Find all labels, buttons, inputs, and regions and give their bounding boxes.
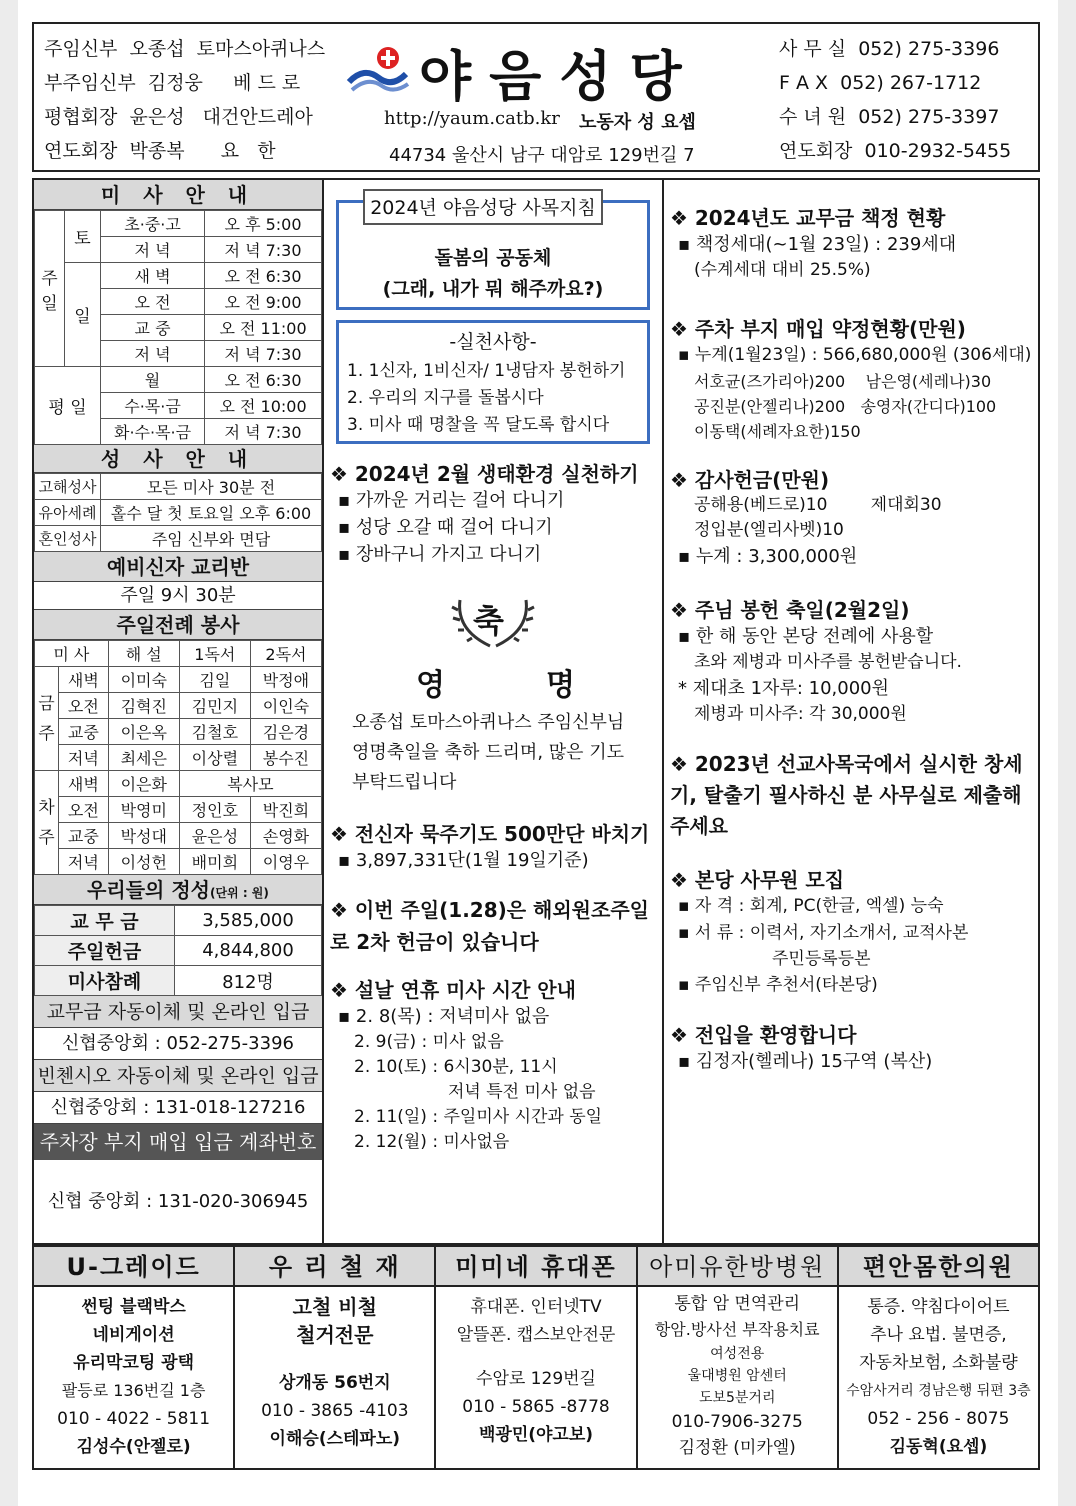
pledge-status-section (664, 202, 1040, 283)
service-cell: 손영화 (250, 823, 321, 849)
service-cell: 저녁 (59, 849, 109, 875)
service-head: 2독서 (250, 641, 321, 667)
service-head: 미 사 (35, 641, 109, 667)
service-head: 해 설 (108, 641, 179, 667)
practice-item: 1. 1신자, 1비신자/ 1냉담자 봉헌하기 (347, 361, 626, 381)
rosary-section (324, 818, 662, 874)
left-column (34, 180, 322, 1244)
service-cell: 박진희 (250, 797, 321, 823)
thanks-offering-title: ❖ 감사헌금(만원) (670, 468, 830, 492)
ad-line: 김성수(안젤로) (76, 1437, 191, 1457)
week-label: 금 주 (35, 667, 59, 771)
ad-line (436, 1349, 635, 1365)
parish-logo-icon (344, 44, 414, 94)
mass-name: 수·목·금 (101, 393, 205, 419)
service-cell: 박성대 (108, 823, 179, 849)
service-cell: 저녁 (59, 745, 109, 771)
eco-item: ▪ 장바구니 가지고 다니기 (338, 544, 542, 565)
policy-box (336, 197, 650, 310)
mass-time: 오 전 9:00 (205, 289, 322, 315)
service-cell: 오전 (59, 797, 109, 823)
ad-line: 추나 요법. 불면증, (870, 1325, 1007, 1345)
seollal-item: 2. 11(일) : 주일미사 시간과 동일 (354, 1107, 603, 1127)
mass-name: 저 녁 (101, 237, 205, 263)
service-cell: 김철호 (179, 719, 250, 745)
welcome-title: ❖ 전입을 환영합니다 (670, 1023, 857, 1047)
day-label: 일 (65, 263, 101, 367)
address: 44734 울산시 남구 대암로 129번길 7 (389, 145, 695, 166)
header (32, 22, 1040, 172)
service-cell: 정인호 (179, 797, 250, 823)
sacrament-name: 혼인성사 (35, 526, 101, 552)
seollal-item: 2. 9(금) : 미사 없음 (354, 1032, 504, 1052)
ad-line: 이해승(스테파노) (269, 1429, 401, 1449)
catechumen-time: 주일 9시 30분 (34, 582, 322, 610)
ad-line: 백광민(야고보) (478, 1425, 594, 1445)
mass-name: 저 녁 (101, 341, 205, 367)
mass-time: 오 전 6:30 (205, 263, 322, 289)
pledge-status-item: ▪ 책정세대(~1월 23일) : 239세대 (678, 234, 957, 255)
ad-line: 항암.방사선 부작용치료 (654, 1320, 820, 1339)
ad-line: 052 - 256 - 8075 (867, 1409, 1010, 1429)
seollal-item: 2. 10(토) : 6시30분, 11시 (354, 1057, 558, 1077)
service-cell: 이은화 (108, 771, 179, 797)
parking-pledge-total: ▪ 누계(1월23일) : 566,680,000원 (306세대) (678, 345, 1032, 365)
service-cell: 이영우 (250, 849, 321, 875)
contact-line: 수 녀 원 052) 275-3397 (779, 106, 1000, 128)
service-cell: 이은옥 (108, 719, 179, 745)
service-cell: 교중 (59, 719, 109, 745)
week-label: 차 주 (35, 771, 59, 875)
ad-line: 수암로 129번길 (476, 1369, 596, 1389)
pledge-status-item: (수계세대 대비 25.5%) (694, 260, 871, 280)
overseas-title: ❖ 이번 주일(1.28)은 해외원조주일로 2차 헌금이 있습니다 (330, 898, 649, 954)
practice-title: -실천사항- (449, 331, 537, 353)
welcome-section (664, 1019, 1040, 1075)
offering-label: 교 무 금 (35, 906, 175, 936)
thanks-offering-donor: 정입분(엘리사벳)10 (694, 520, 844, 540)
offering-title: 우리들의 정성(단위 : 원) (34, 875, 322, 905)
contact-line: F A X 052) 267-1712 (779, 72, 982, 94)
feast-section (324, 568, 662, 818)
offering-label: 미사참례 (35, 966, 175, 996)
practice-item: 3. 미사 때 명찰을 꼭 달도록 합시다 (347, 415, 610, 435)
ad-amiu-hospital (638, 1247, 839, 1468)
vincent-transfer-title: 빈첸시오 자동이체 및 온라인 입금 (34, 1060, 322, 1092)
parking-pledge-section (664, 313, 1040, 444)
policy-title: 2024년 야음성당 사목지침 (363, 189, 603, 225)
service-cell: 새벽 (59, 667, 109, 693)
service-cell: 김혁진 (108, 693, 179, 719)
sacrament-info: 모든 미사 30분 전 (101, 474, 322, 500)
staff-list (44, 32, 325, 168)
mass-time: 오 후 5:00 (205, 211, 322, 237)
feast-title-b: 명 (546, 668, 575, 703)
offering-table (34, 905, 322, 996)
service-cell: 윤은성 (179, 823, 250, 849)
presentation-feast-item: 초와 제병과 미사주를 봉헌받습니다. (694, 652, 962, 672)
ad-line: 네비게이션 (92, 1325, 175, 1345)
staff-line: 부주임신부 김정웅 베 드 로 (44, 72, 301, 94)
ad-line: 010-7906-3275 (671, 1412, 803, 1432)
service-cell: 이성헌 (108, 849, 179, 875)
mass-time: 오 전 10:00 (205, 393, 322, 419)
ad-line: 팔등로 136번길 1층 (61, 1381, 206, 1400)
day-label: 토 (65, 211, 101, 263)
ad-pyeonan-clinic (839, 1247, 1038, 1468)
parish-title: 야음성당 (419, 45, 700, 108)
mass-name: 교 중 (101, 315, 205, 341)
contact-list (779, 32, 1011, 168)
service-cell: 오전 (59, 693, 109, 719)
thanks-offering-donor: 공해용(베드로)10 제대회30 (694, 495, 942, 515)
parking-account: 신협 중앙회 : 131-020-306945 (47, 1191, 309, 1212)
service-title: 주일전례 봉사 (34, 610, 322, 640)
mass-name: 월 (101, 367, 205, 393)
mass-table (34, 210, 322, 445)
service-cell: 복사모 (179, 771, 321, 797)
ad-line: 010 - 5865 -8778 (462, 1397, 610, 1417)
ad-line: 철거전문 (296, 1323, 374, 1347)
ad-name: 우 리 철 재 (235, 1247, 434, 1287)
staff-line: 주임신부 오종섭 토마스아퀴나스 (44, 38, 326, 60)
ad-mimine-phone (436, 1247, 637, 1468)
ad-line: 휴대폰. 인터넷TV (470, 1297, 602, 1317)
seollal-section (324, 974, 662, 1155)
offering-label: 주일헌금 (35, 936, 175, 966)
seollal-title: ❖ 설날 연휴 미사 시간 안내 (330, 978, 576, 1002)
eco-item: ▪ 성당 오갈 때 걸어 다니기 (338, 517, 553, 538)
sacrament-name: 유아세례 (35, 500, 101, 526)
ad-line: 통증. 약침다이어트 (867, 1297, 1010, 1317)
sacrament-info: 주임 신부와 면담 (101, 526, 322, 552)
ad-line: 010 - 3865 -4103 (261, 1401, 409, 1421)
service-cell: 김은경 (250, 719, 321, 745)
website-url[interactable]: http://yaum.catb.kr (384, 108, 560, 129)
bible-copy-section (664, 749, 1040, 842)
offering-value: 3,585,000 (175, 906, 322, 936)
presentation-feast-item: 제병과 미사주: 각 30,000원 (694, 704, 907, 724)
ad-line: 수암사거리 경남은행 뒤편 3층 (846, 1383, 1031, 1399)
sacrament-info: 홀수 달 첫 토요일 오후 6:00 (101, 500, 322, 526)
contact-line: 사 무 실 052) 275-3396 (779, 38, 1000, 60)
service-cell: 배미희 (179, 849, 250, 875)
ad-line: 상개동 56번지 (278, 1373, 391, 1393)
ad-line: 썬팅 블랙박스 (81, 1297, 186, 1317)
day-label: 주일 (35, 211, 65, 367)
presentation-feast-section (664, 594, 1040, 727)
parking-pledge-donor: 이동택(세례자요한)150 (694, 422, 861, 441)
seollal-item: 저녁 특전 미사 없음 (448, 1082, 596, 1102)
ad-name: U-그레이드 (34, 1247, 233, 1287)
rosary-count: ▪ 3,897,331단(1월 19일기준) (338, 850, 589, 871)
parking-pledge-donor: 공진분(안젤리나)200 송영자(간디다)100 (694, 397, 997, 416)
mass-name: 초·중·고 (101, 211, 205, 237)
eco-item: ▪ 가까운 거리는 걸어 다니기 (338, 490, 565, 511)
thanks-offering-total: ▪ 누계 : 3,300,000원 (678, 546, 858, 567)
mass-time: 저 녁 7:30 (205, 237, 322, 263)
staff-recruit-item: 주민등록등본 (772, 949, 871, 969)
ad-line: 고철 비철 (292, 1295, 377, 1319)
parking-account-title: 주차장 부지 매입 입금 계좌번호 (34, 1124, 322, 1160)
ad-line: 통합 암 면역관리 (674, 1294, 801, 1314)
ad-name: 아미유한방병원 (638, 1247, 837, 1287)
middle-column (324, 180, 662, 1155)
service-cell: 이인숙 (250, 693, 321, 719)
seollal-item: 2. 12(월) : 미사없음 (354, 1132, 510, 1152)
mass-time: 저 녁 7:30 (205, 341, 322, 367)
offering-value: 812명 (175, 966, 322, 996)
ad-line: 유리막코팅 광택 (73, 1353, 195, 1373)
eco-title: ❖ 2024년 2월 생태환경 실천하기 (330, 462, 639, 486)
ad-name: 미미네 휴대폰 (436, 1247, 635, 1287)
ad-ugrade (34, 1247, 235, 1468)
day-label: 평 일 (35, 367, 101, 445)
ad-name: 편안몸한의원 (839, 1247, 1038, 1287)
presentation-feast-item: * 제대초 1자루: 10,000원 (678, 678, 889, 699)
practice-item: 2. 우리의 지구를 돌봅시다 (347, 388, 544, 408)
staff-recruit-item: ▪ 서 류 : 이력서, 자기소개서, 교적사본 (678, 923, 969, 943)
seollal-item: ▪ 2. 8(목) : 저녁미사 없음 (338, 1006, 550, 1027)
ad-line: 도보5분거리 (698, 1390, 776, 1406)
service-cell: 김일 (179, 667, 250, 693)
patron-saint: 노동자 성 요셉 (579, 112, 696, 133)
service-cell: 새벽 (59, 771, 109, 797)
auto-transfer-title: 교무금 자동이체 및 온라인 입금 (34, 996, 322, 1028)
policy-line: (그래, 내가 뭐 해주까요?) (382, 278, 604, 300)
staff-recruit-section (664, 864, 1040, 999)
staff-recruit-item: ▪ 주임신부 추천서(타본당) (678, 975, 878, 995)
ad-line: 알뜰폰. 캡스보안전문 (456, 1325, 616, 1345)
sponsor-ads (32, 1245, 1040, 1470)
sacrament-name: 고해성사 (35, 474, 101, 500)
ad-line: 김정환 (미카엘) (678, 1438, 796, 1458)
ad-line: 010 - 4022 - 5811 (57, 1409, 211, 1429)
main-content (32, 178, 1040, 1245)
service-cell: 이미숙 (108, 667, 179, 693)
staff-line: 평협회장 윤은성 대건안드레아 (44, 106, 313, 128)
mass-time: 오 전 6:30 (205, 367, 322, 393)
service-cell: 박영미 (108, 797, 179, 823)
vincent-transfer-account: 신협중앙회 : 131-018-127216 (34, 1092, 322, 1124)
welcome-item: ▪ 김정자(헬레나) 15구역 (복산) (678, 1051, 933, 1072)
mass-title: 미 사 안 내 (34, 180, 322, 210)
pledge-status-title: ❖ 2024년도 교무금 책정 현황 (670, 206, 946, 230)
mass-name: 새 벽 (101, 263, 205, 289)
policy-line: 돌봄의 공동체 (434, 247, 552, 269)
ad-line: 울대병원 암센터 (687, 1368, 787, 1384)
service-cell: 교중 (59, 823, 109, 849)
staff-recruit-title: ❖ 본당 사무원 모집 (670, 868, 845, 892)
eco-section (324, 458, 662, 568)
mass-name: 화·수·목·금 (101, 419, 205, 445)
celebrate-mark: 축 (473, 602, 504, 640)
service-table (34, 640, 322, 875)
ad-woori-steel (235, 1247, 436, 1468)
service-cell: 봉수진 (250, 745, 321, 771)
parking-pledge-title: ❖ 주차 부지 매입 약정현황(만원) (670, 317, 966, 341)
rosary-title: ❖ 전신자 묵주기도 500만단 바치기 (330, 822, 650, 846)
presentation-feast-title: ❖ 주님 봉헌 축일(2월2일) (670, 598, 910, 622)
feast-title-a: 영 (416, 668, 445, 703)
right-column (664, 180, 1040, 1075)
parking-pledge-donor: 서호균(즈가리아)200 남은영(세레나)30 (694, 372, 992, 391)
feast-message: 오종섭 토마스아퀴나스 주임신부님 영명축일을 축하 드리며, 많은 기도 부탁드립니다 (352, 712, 625, 793)
staff-line: 연도회장 박종복 요 한 (44, 140, 276, 162)
ad-line (235, 1349, 434, 1369)
service-head: 1독서 (179, 641, 250, 667)
thanks-offering-section (664, 464, 1040, 570)
service-cell: 김민지 (179, 693, 250, 719)
service-cell: 박정애 (250, 667, 321, 693)
staff-recruit-item: ▪ 자 격 : 회계, PC(한글, 엑셀) 능숙 (678, 896, 944, 916)
sacrament-title: 성 사 안 내 (34, 445, 322, 473)
mass-name: 오 전 (101, 289, 205, 315)
contact-line: 연도회장 010-2932-5455 (779, 140, 1012, 162)
sacrament-table (34, 473, 322, 552)
mass-time: 저 녁 7:30 (205, 419, 322, 445)
ad-line: 김동혁(요셉) (889, 1437, 988, 1457)
mass-time: 오 전 11:00 (205, 315, 322, 341)
auto-transfer-account: 신협중앙회 : 052-275-3396 (34, 1028, 322, 1060)
service-cell: 이상렬 (179, 745, 250, 771)
service-cell: 최세은 (108, 745, 179, 771)
practice-box (336, 320, 650, 444)
presentation-feast-item: ▪ 한 해 동안 본당 전례에 사용할 (678, 626, 934, 647)
offering-value: 4,844,800 (175, 936, 322, 966)
catechumen-title: 예비신자 교리반 (34, 552, 322, 582)
ad-line: 여성전용 (710, 1346, 765, 1362)
overseas-section (324, 894, 662, 958)
ad-line: 자동차보험, 소화불량 (859, 1353, 1018, 1373)
bible-copy-title: ❖ 2023년 선교사목국에서 실시한 창세기, 탈출기 필사하신 분 사무실로 제출해 주세요 (670, 752, 1023, 838)
